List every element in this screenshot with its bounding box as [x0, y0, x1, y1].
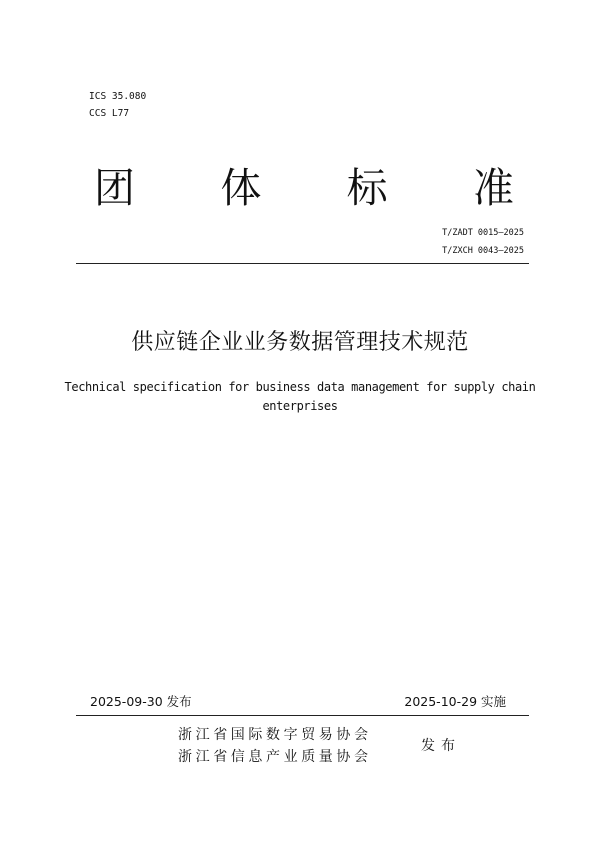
- ics-code: ICS 35.080: [89, 91, 147, 102]
- publisher-2: 浙江省信息产业质量协会: [178, 749, 372, 765]
- issue-date: 2025-09-30 发布: [90, 694, 192, 709]
- implementation-date: 2025-10-29 实施: [404, 694, 506, 709]
- ccs-code: CCS L77: [89, 108, 130, 119]
- doc-type-char: 准: [472, 164, 514, 212]
- title-chinese: 供应链企业业务数据管理技术规范: [131, 330, 469, 355]
- document-type-heading: [80, 160, 528, 216]
- publisher-1: 浙江省国际数字贸易协会: [178, 727, 372, 743]
- doc-type-char: 体: [220, 164, 262, 212]
- publish-label: 发布: [421, 738, 461, 754]
- title-english-line-1: Technical specification for business data management for supply chain: [64, 380, 536, 394]
- publisher-list: [178, 724, 372, 768]
- standard-number-1: T/ZADT 0015—2025: [442, 228, 524, 238]
- title-english: [40, 378, 560, 416]
- doc-type-char: 团: [94, 164, 135, 212]
- bottom-divider: [76, 715, 529, 716]
- top-divider: [76, 263, 529, 264]
- doc-type-char: 标: [346, 164, 388, 212]
- title-english-line-2: enterprises: [262, 399, 338, 413]
- standard-number-2: T/ZXCH 0043—2025: [442, 246, 524, 256]
